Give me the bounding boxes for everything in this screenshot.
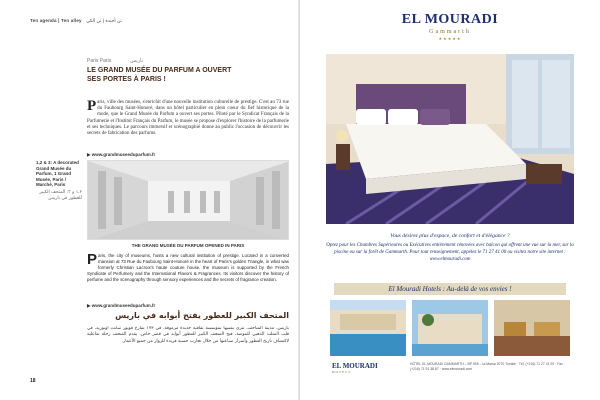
brand-location: Gammarth (429, 29, 471, 35)
brand-logo (300, 12, 600, 41)
advert-text: Optez pour les Chambres Supérieures ou Exécutives entièrement rénovées avec balcon qui offrent une vue sur la mer, sur la piscine ou sur la forêt de Gammarth. Pour tout renseignement, appelez le 71 27 41 00 ou visitez notre site internet : www.elmouradi.com (326, 243, 574, 262)
right-page-advert (300, 0, 600, 400)
brand-name: EL MOURADI (401, 12, 499, 27)
footer-contact-info: HÔTEL EL MOURADI GAMMARTH – BP 595 - La Marsa 2070 Tunisie · Tél. (+216) 71 27 41 00 · Fax (+216) 71 91 38 87 · www.elmouradi.com (410, 362, 563, 371)
magazine-title-arabic: تن أجندة | تن الكي (86, 19, 122, 24)
dropcap-english: P (87, 251, 98, 268)
magazine-title: Ten agenda | Ten alley (30, 18, 82, 23)
article-headline-arabic: المتحف الكبير للعطور يفتح أبوابه في باريس (115, 311, 289, 320)
page-number: 18 (30, 378, 36, 384)
website-link-french[interactable]: ▶ www.grandmuseeduparfum.fr (87, 152, 156, 157)
hotel-thumbnail-lounge (494, 300, 570, 356)
museum-photo (87, 160, 289, 240)
hotel-thumbnail-exterior (412, 300, 488, 356)
dropcap: P (87, 98, 97, 114)
page-header (30, 18, 122, 24)
advert-tagline: Vous désirez plus d'espace, de confort et d'élégance ? (390, 233, 510, 239)
caption-english: 1,2 & 3: A decorated Grand Musée du Parfum, 1 Grand Musée, Paris / Marché, Paris (36, 160, 79, 188)
footer-brand-sub: HOTELS (332, 370, 352, 374)
footer-logo (332, 362, 378, 374)
museum-illustration (88, 161, 289, 240)
article-body-arabic: باريس، مدينة المتاحف، تثري نفسها بمؤسسة ثقافية جديدة مرموقة. في ١٧٣ شارع فوبور سانت أونوريه، في قلب المثلث الذهبي للموضة، فتح المتحف الكبير للعطور أبوابه في قصر خاص. يقدم المتحف رحلة تفاعلية لاكتشاف تاريخ العطور وأسرار صناعتها من خلال تجارب حسية فريدة للزوار من جميع الأعمار. (87, 326, 289, 344)
footer-brand-name: EL MOURADI (332, 362, 378, 370)
photo-caption-sidebar (36, 160, 82, 201)
article-body-english (87, 253, 289, 283)
website-link-english[interactable]: ▶ www.grandmuseeduparfum.fr (87, 303, 156, 308)
article-text-french: aris, ville des musées, s'enrichit d'une nouvelle institution culturelle de prestige. C'est au 73 rue du Faubourg Saint-Honoré, dans un hôtel particulier en plein coeur du fief historique de la mode, que le Grand Musée du Parfum a ouvert ses portes. Piloté par le Syndicat Français de la Parfumerie et l'Institut Français du Parfum, le musée se propose d'explorer l'histoire de la parfumerie et ses techniques. Le parcours immersif et scénographié donne au public l'occasion de découvrir les secrets de fabrication des parfums. (87, 100, 289, 137)
caption-arabic: ١،٢ و ٣: المتحف الكبير للعطور في باريس (39, 189, 82, 201)
section-label-arabic: باريس (130, 58, 144, 64)
hotel-thumbnails (330, 300, 570, 356)
section-label: Paris Paris (87, 58, 112, 64)
article-headline: LE GRAND MUSÉE DU PARFUM A OUVERT SES PORTES À PARIS ! (87, 67, 232, 83)
article-text-english: aris, the city of museums, hosts a new cultural institution of prestige. Located in a converted mansion at 73 Rue du Faubourg Saint-Honoré in the heart of Paris's golden Triangle, in what was formerly Christian Lacroix's haute couture house, the museum is supported by the French Syndicate of Perfumery and the International Flavors & Fragrances. Its visitors discover the history of perfume and the scenography through sensory experiences and the secrets of fragrance creation. (87, 253, 289, 282)
article-body-french (87, 100, 289, 137)
star-rating: ★★★★★ (438, 36, 462, 41)
advert-banner: El Mouradi Hotels : Au-delà de vos envies ! (334, 283, 566, 295)
hotel-room-photo (326, 54, 574, 224)
hotel-thumbnail-pool (330, 300, 406, 356)
photo-caption: THE GRAND MUSÉE DU PARFUM OPENED IN PARIS (131, 243, 245, 248)
hotel-room-illustration (326, 54, 574, 224)
